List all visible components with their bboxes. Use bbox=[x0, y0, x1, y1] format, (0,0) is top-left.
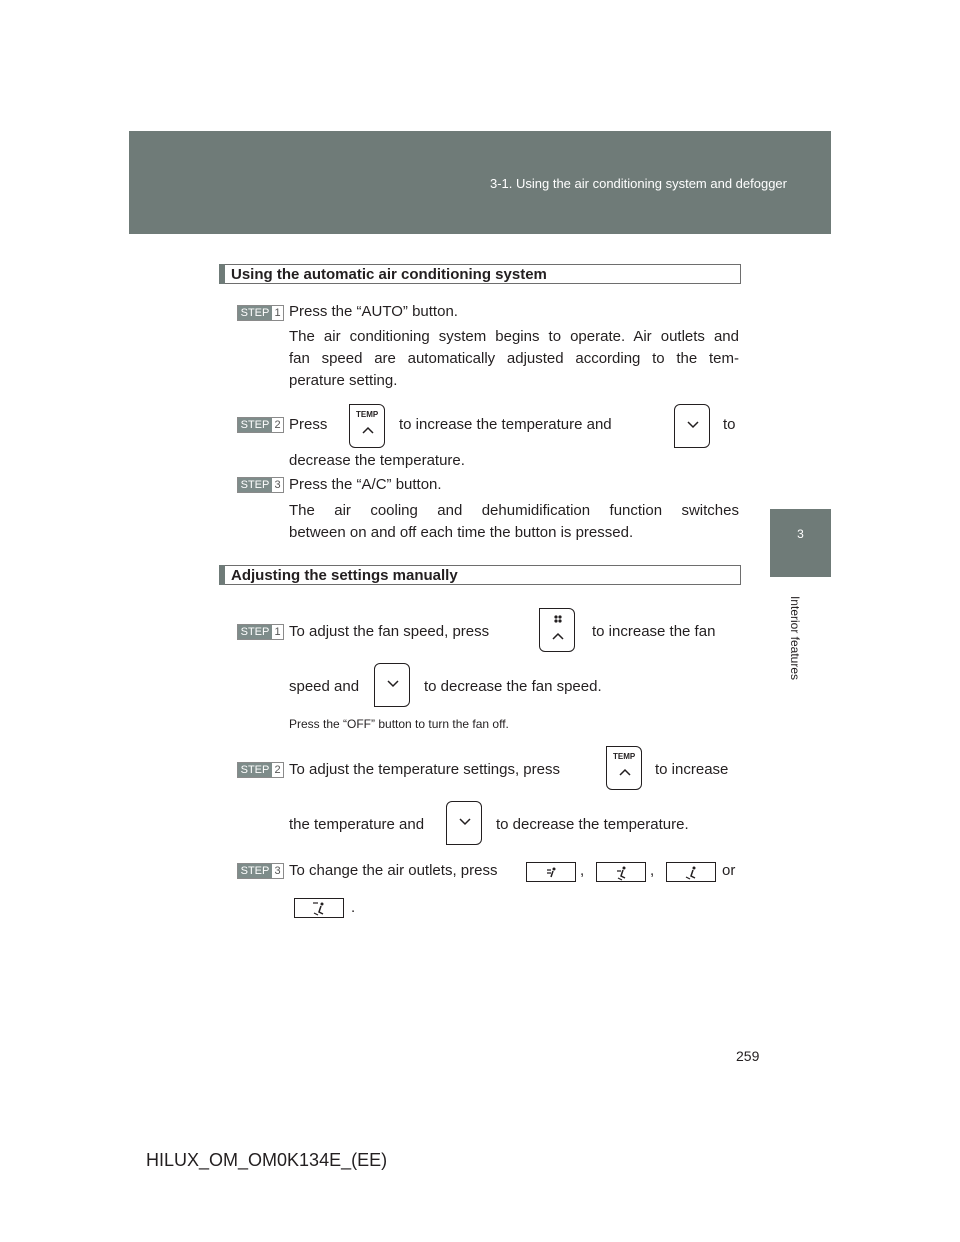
page-number: 259 bbox=[736, 1048, 760, 1064]
step-badge-number: 3 bbox=[274, 865, 281, 877]
auto-step3-text: Press the “A/C” button. bbox=[289, 476, 442, 493]
chevron-down-button-icon bbox=[446, 801, 482, 845]
manual-step3-line1-pre: To change the air outlets, press bbox=[289, 862, 498, 879]
document-code: HILUX_OM_OM0K134E_(EE) bbox=[146, 1150, 388, 1170]
manual-step2-line2-pre: the temperature and bbox=[289, 816, 425, 833]
manual-step1-line1-post: to increase the fan bbox=[592, 623, 716, 640]
chapter-tab-number: 3 bbox=[797, 527, 804, 541]
feet-windshield-vent-icon bbox=[294, 898, 344, 918]
bi-level-vent-icon bbox=[596, 862, 646, 882]
step-badge-word: STEP bbox=[238, 478, 272, 492]
step-badge-number: 1 bbox=[274, 307, 281, 319]
feet-vent-icon bbox=[666, 862, 716, 882]
manual-step2-line1-post: to increase bbox=[655, 761, 729, 778]
auto-step1-desc-line: fan speed are automatically adjusted according to the tem- bbox=[289, 350, 739, 367]
chapter-tab-label-text: Interior features bbox=[788, 595, 802, 681]
temp-up-button-icon bbox=[349, 404, 385, 448]
section-heading-automatic bbox=[219, 264, 741, 284]
chapter-tab-label bbox=[785, 583, 805, 693]
manual-step2-line2-post: to decrease the temperature. bbox=[496, 816, 689, 833]
step-badge-number: 3 bbox=[274, 479, 281, 491]
step-badge-word: STEP bbox=[238, 864, 272, 878]
step-badge bbox=[237, 477, 284, 493]
auto-step2-press: Press bbox=[289, 416, 328, 433]
manual-step1-line1-pre: To adjust the fan speed, press bbox=[289, 623, 490, 640]
auto-step2-line2: decrease the temperature. bbox=[289, 452, 465, 469]
step-badge-word: STEP bbox=[238, 418, 272, 432]
manual-step2-line1-pre: To adjust the temperature settings, press bbox=[289, 761, 560, 778]
step-badge-number: 1 bbox=[274, 626, 281, 638]
auto-step2-mid: to increase the temperature and bbox=[399, 416, 612, 433]
chevron-down-button-icon bbox=[374, 663, 410, 707]
fan-up-button-icon bbox=[539, 608, 575, 652]
step-badge-number: 2 bbox=[274, 419, 281, 431]
chevron-down-button-icon bbox=[674, 404, 710, 448]
chapter-header bbox=[129, 131, 831, 234]
header-section-title: 3-1. Using the air conditioning system and defogger bbox=[489, 176, 787, 191]
manual-step1-line2-post: to decrease the fan speed. bbox=[424, 678, 602, 695]
temp-up-button-icon bbox=[606, 746, 642, 790]
section-heading-manual bbox=[219, 565, 741, 585]
step-badge bbox=[237, 762, 284, 778]
step-badge bbox=[237, 624, 284, 640]
comma-separator: , bbox=[650, 862, 655, 879]
auto-step3-desc-line: The air cooling and dehumidification function switches bbox=[289, 502, 739, 519]
comma-separator: , bbox=[580, 862, 585, 879]
step-badge-number: 2 bbox=[274, 764, 281, 776]
or-text: or bbox=[722, 862, 736, 879]
chapter-tab bbox=[770, 509, 831, 577]
auto-step1-desc-line: perature setting. bbox=[289, 372, 398, 389]
auto-step1-desc-line: The air conditioning system begins to operate. Air outlets and bbox=[289, 328, 739, 345]
step-badge bbox=[237, 305, 284, 321]
auto-step2-post: to bbox=[723, 416, 736, 433]
manual-step1-note: Press the “OFF” button to turn the fan off. bbox=[289, 717, 509, 731]
section-heading-manual-text: Adjusting the settings manually bbox=[231, 567, 458, 584]
manual-step1-line2-pre: speed and bbox=[289, 678, 360, 695]
temp-label: TEMP bbox=[356, 410, 379, 419]
step-badge bbox=[237, 417, 284, 433]
step-badge-word: STEP bbox=[238, 763, 272, 777]
period-text: . bbox=[351, 899, 356, 916]
step-badge-word: STEP bbox=[238, 625, 272, 639]
temp-label: TEMP bbox=[613, 752, 636, 761]
step-badge-word: STEP bbox=[238, 306, 272, 320]
face-vent-icon bbox=[526, 862, 576, 882]
auto-step1-text: Press the “AUTO” button. bbox=[289, 303, 458, 320]
step-badge bbox=[237, 863, 284, 879]
auto-step3-desc-line: between on and off each time the button is pressed. bbox=[289, 524, 634, 541]
section-heading-automatic-text: Using the automatic air conditioning system bbox=[231, 266, 547, 283]
